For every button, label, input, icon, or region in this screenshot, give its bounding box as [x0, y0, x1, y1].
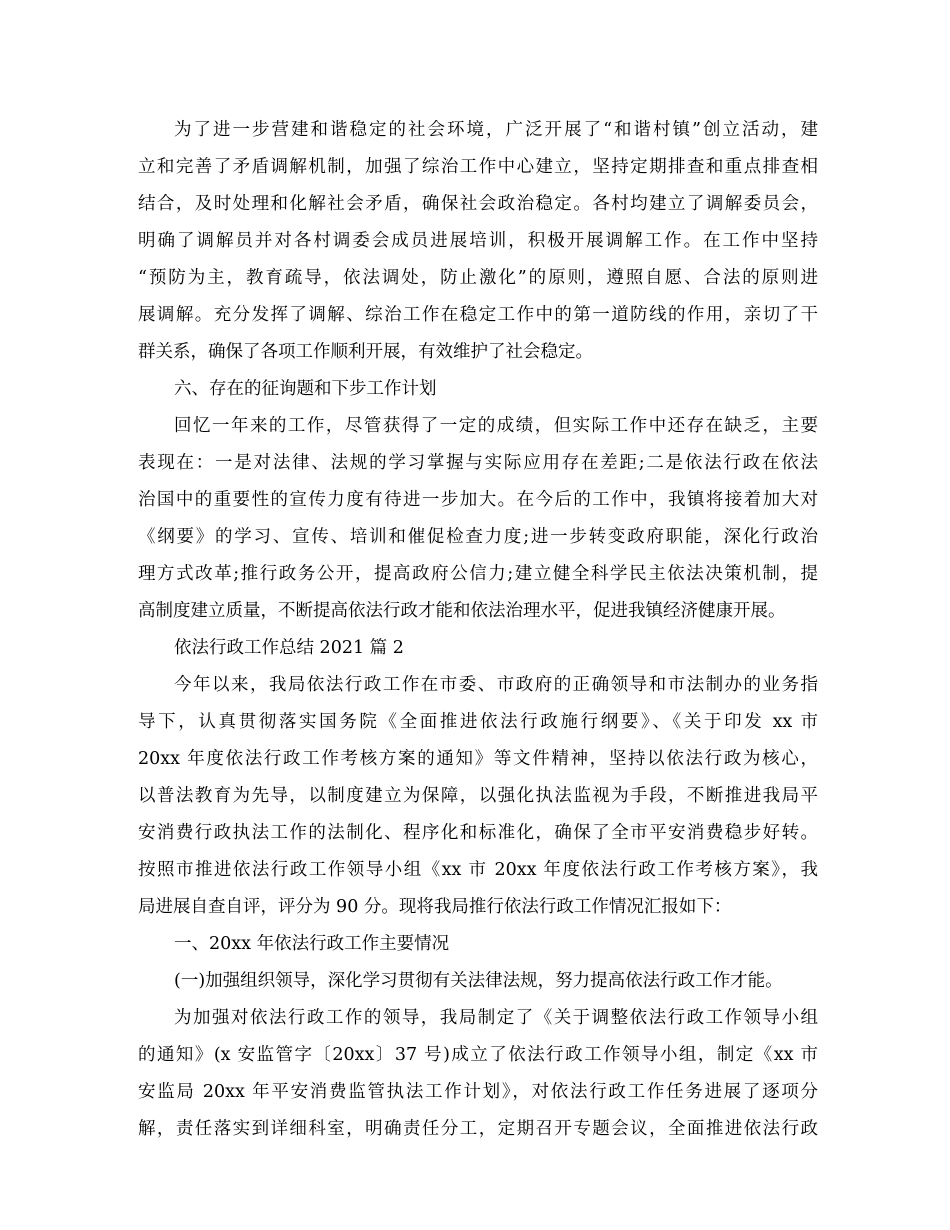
paragraph-line: [138, 741, 818, 778]
line-text: 明确了调解员并对各村调委会成员进展培训，积极开展调解工作。在工作中坚持: [138, 231, 818, 251]
section-heading: 依法行政工作总结 2021 篇 2: [174, 638, 404, 658]
line-text: 局进展自查自评，评分为 90 分。现将我局推行依法行政工作情况汇报如下：: [138, 897, 732, 917]
line-text: 治国中的重要性的宣传力度有待进一步加大。在今后的工作中，我镇将接着加大对: [138, 490, 818, 510]
line-text: 为加强对依法行政工作的领导，我局制定了《关于调整依法行政工作领导小组: [174, 1008, 818, 1028]
paragraph-line: [138, 112, 818, 149]
paragraph-line: [138, 593, 818, 630]
paragraph-line: [138, 1111, 818, 1148]
section-heading: 一、20xx 年依法行政工作主要情况: [174, 934, 450, 954]
line-text: 回忆一年来的工作，尽管获得了一定的成绩，但实际工作中还存在缺乏，主要: [174, 416, 818, 436]
paragraph-line: [138, 482, 818, 519]
section-heading: 六、存在的征询题和下步工作计划: [174, 379, 437, 399]
paragraph-line: [138, 556, 818, 593]
line-text: 以普法教育为先导，以制度建立为保障，以强化执法监视为手段，不断推进我局平: [138, 786, 818, 806]
document-body: [138, 112, 818, 1148]
paragraph-line: [138, 852, 818, 889]
line-text: (一)加强组织领导，深化学习贯彻有关法律法规，努力提高依法行政工作才能。: [174, 971, 783, 991]
paragraph-line: [138, 223, 818, 260]
line-text: 的通知》(x 安监管字〔20xx〕37 号)成立了依法行政工作领导小组，制定《xx 市: [138, 1045, 818, 1065]
paragraph-line: [138, 519, 818, 556]
line-text: 安监局 20xx 年平安消费监管执法工作计划》，对依法行政工作任务进展了逐项分: [138, 1082, 818, 1102]
paragraph-line: [138, 815, 818, 852]
paragraph-line: [138, 704, 818, 741]
paragraph-line: [138, 1000, 818, 1037]
paragraph-line: [138, 778, 818, 815]
line-text: 解，责任落实到详细科室，明确责任分工，定期召开专题会议，全面推进依法行政: [138, 1119, 818, 1139]
line-text: 按照市推进依法行政工作领导小组《xx 市 20xx 年度依法行政工作考核方案》，我: [138, 860, 818, 880]
paragraph-line: [138, 667, 818, 704]
paragraph-line: [138, 889, 818, 926]
paragraph-line: [138, 297, 818, 334]
paragraph-line: [138, 1037, 818, 1074]
line-text: 结合，及时处理和化解社会矛盾，确保社会政治稳定。各村均建立了调解委员会，: [138, 194, 818, 214]
paragraph-line: [138, 445, 818, 482]
line-text: 20xx 年度依法行政工作考核方案的通知》等文件精神，坚持以依法行政为核心，: [138, 749, 818, 769]
line-text: 理方式改革;推行政务公开，提高政府公信力;建立健全科学民主依法决策机制，提: [138, 564, 818, 584]
line-text: 《纲要》的学习、宣传、培训和催促检查力度;进一步转变政府职能，深化行政治: [138, 527, 818, 547]
paragraph-line: [138, 963, 818, 1000]
paragraph-line: [138, 408, 818, 445]
line-text: “预防为主，教育疏导，依法调处，防止激化”的原则，遵照自愿、合法的原则进: [138, 268, 818, 288]
paragraph-line: [138, 334, 818, 371]
line-text: 高制度建立质量，不断提高依法行政才能和依法治理水平，促进我镇经济健康开展。: [138, 601, 786, 621]
line-text: 展调解。充分发挥了调解、综治工作在稳定工作中的第一道防线的作用，亲切了干: [138, 305, 818, 325]
paragraph-line: [138, 186, 818, 223]
line-text: 为了进一步营建和谐稳定的社会环境，广泛开展了“和谐村镇”创立活动，建: [174, 120, 818, 140]
line-text: 表现在：一是对法律、法规的学习掌握与实际应用存在差距;二是依法行政在依法: [138, 453, 818, 473]
line-text: 安消费行政执法工作的法制化、程序化和标准化，确保了全市平安消费稳步好转。: [138, 823, 818, 843]
line-text: 立和完善了矛盾调解机制，加强了综治工作中心建立，坚持定期排查和重点排查相: [138, 157, 818, 177]
paragraph-line: [138, 149, 818, 186]
paragraph-line: [138, 260, 818, 297]
paragraph-line: [138, 1074, 818, 1111]
line-text: 群关系，确保了各项工作顺利开展，有效维护了社会稳定。: [138, 342, 593, 362]
line-text: 导下，认真贯彻落实国务院《全面推进依法行政施行纲要》、《关于印发 xx 市: [138, 712, 818, 732]
line-text: 今年以来，我局依法行政工作在市委、市政府的正确领导和市法制办的业务指: [174, 675, 818, 695]
